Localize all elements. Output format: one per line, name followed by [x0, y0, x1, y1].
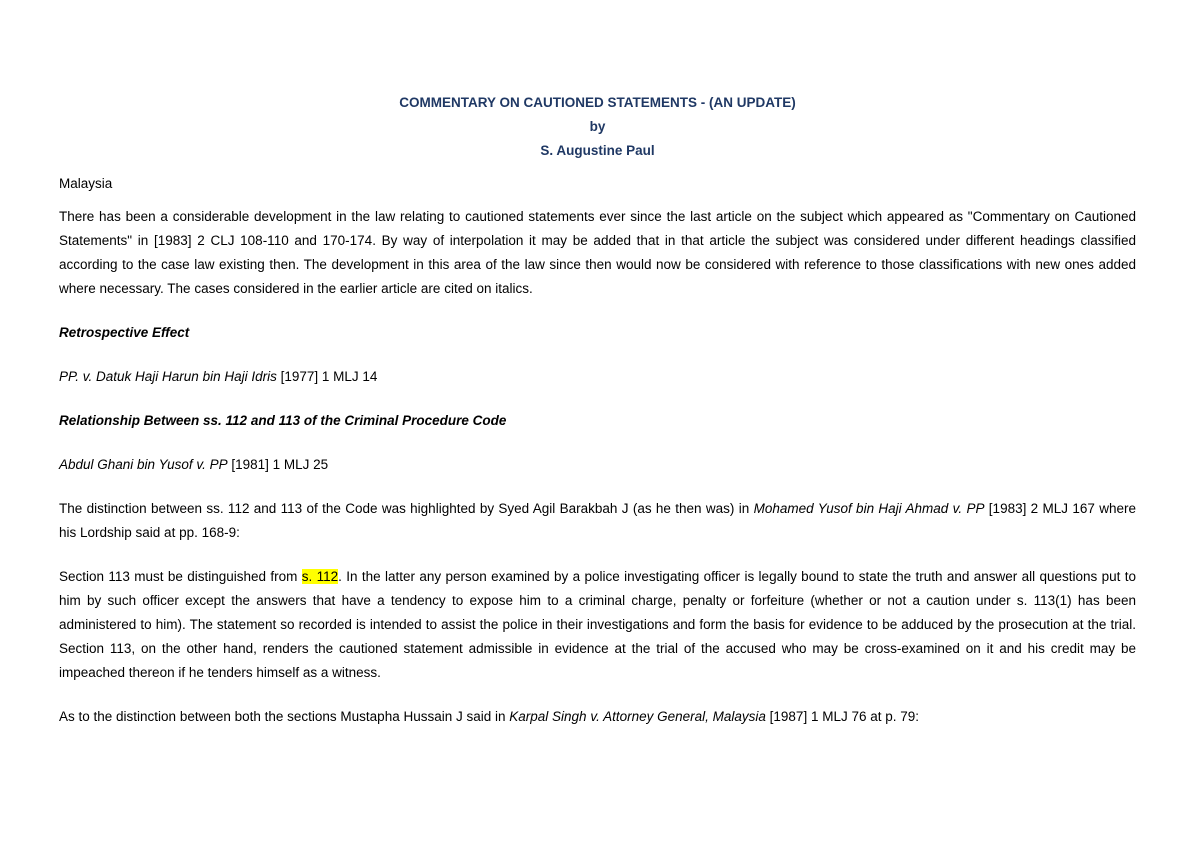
by-line: by: [589, 119, 606, 134]
section-heading-relationship: Relationship Between ss. 112 and 113 of the Criminal Procedure Code: [59, 413, 507, 428]
title-block: [59, 91, 1136, 163]
quoted-passage: [59, 565, 1136, 685]
quote-text: Section 113 must be distinguished from: [59, 569, 302, 584]
section-heading-retrospective: Retrospective Effect: [59, 325, 190, 340]
distinction-paragraph: [59, 497, 1136, 545]
case-citation-harun: [59, 365, 1136, 389]
paragraph-text: As to the distinction between both the sections Mustapha Hussain J said in: [59, 709, 510, 724]
country-label: Malaysia: [59, 176, 113, 191]
mustapha-paragraph: [59, 705, 1136, 729]
document-title: COMMENTARY ON CAUTIONED STATEMENTS - (AN UPDATE): [399, 95, 796, 110]
intro-paragraph: There has been a considerable development in the law relating to cautioned statements ever since the last article on the subject which appeared as "Commentary on Cautioned Statements" in [1983] 2 CLJ 108-110 and 170-174. By way of interpolation it may be added that in that article the subject was considered under different headings classified according to the case law existing then. The development in this area of the law since then would now be considered with reference to those classifications with new ones added where necessary. The cases considered in the earlier article are cited on italics.: [59, 209, 1136, 296]
paragraph-text: [1987] 1 MLJ 76 at p. 79:: [765, 709, 920, 724]
case-reference: [1981] 1 MLJ 25: [227, 457, 329, 472]
quote-text: . In the latter any person examined by a police investigating officer is legally bound to state the truth and answer all questions put to him by such officer except the answers that have a tendency to expose him to a criminal charge, penalty or forfeiture (whether or not a caution under s. 113(1) has been administered to him). The statement so recorded is intended to assist the police in their investigations and form the basis for evidence to be adduced by the prosecution at the trial. Section 113, on the other hand, renders the cautioned statement admissible in evidence at the trial of the accused who may be cross-examined on it and his credit may be impeached thereon if he tenders himself as a witness.: [59, 569, 1136, 680]
case-citation-abdul-ghani: [59, 453, 1136, 477]
case-name: Karpal Singh v. Attorney General, Malaysia: [509, 709, 766, 724]
case-name: Abdul Ghani bin Yusof v. PP: [59, 457, 228, 472]
paragraph-text: [1983] 2 MLJ 167 where his Lordship said at pp. 168-9:: [59, 501, 1136, 540]
paragraph-text: The distinction between ss. 112 and 113 of the Code was highlighted by Syed Agil Barakbah J (as he then was) in: [59, 501, 754, 516]
highlighted-text: s. 112: [301, 569, 339, 584]
case-reference: [1977] 1 MLJ 14: [276, 369, 378, 384]
author-name: S. Augustine Paul: [540, 143, 655, 158]
case-name: PP. v. Datuk Haji Harun bin Haji Idris: [59, 369, 277, 384]
case-name: Mohamed Yusof bin Haji Ahmad v. PP: [753, 501, 985, 516]
